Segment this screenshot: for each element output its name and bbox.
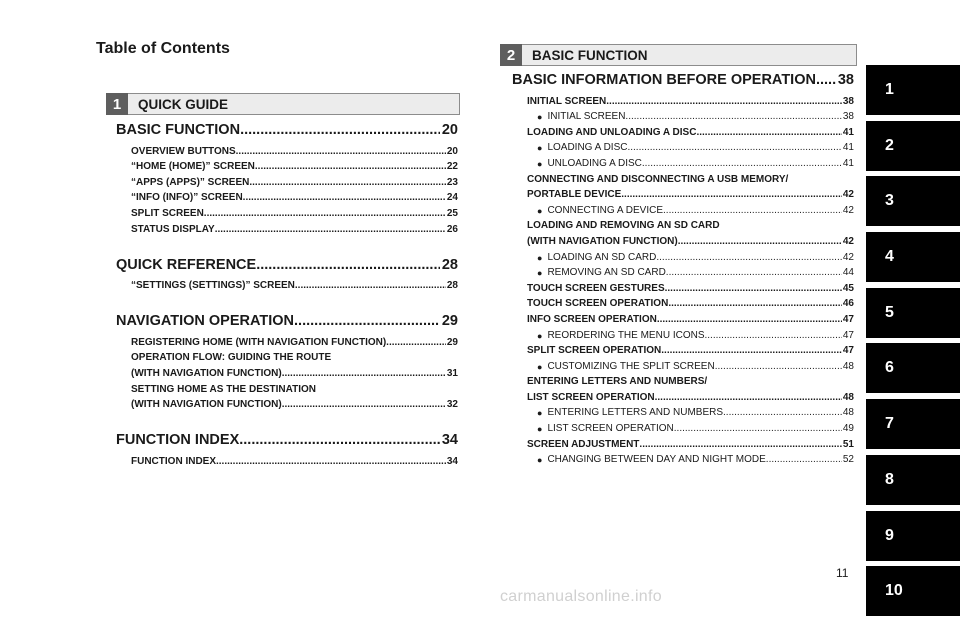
toc-entry-link[interactable]	[131, 188, 458, 204]
section-number: 2	[500, 44, 522, 66]
toc-entry-link[interactable]	[131, 172, 458, 188]
chapter-tab-9[interactable]: 9	[866, 511, 960, 561]
leader-dots	[282, 368, 446, 379]
leader-dots	[243, 192, 446, 203]
section-header-basic-function	[500, 44, 857, 66]
toc-entry-list	[116, 451, 458, 467]
chapter-tab-3[interactable]: 3	[866, 176, 960, 226]
leader-dots	[255, 161, 446, 172]
leader-dots	[216, 456, 446, 467]
entry-label: LOADING AND REMOVING AN SD CARD	[527, 220, 720, 232]
entry-page: 51	[842, 438, 854, 450]
entry-label: ENTERING LETTERS AND NUMBERS	[547, 407, 724, 419]
toc-subentry-link[interactable]	[527, 263, 854, 279]
toc-entry-link[interactable]	[131, 379, 458, 395]
section-label: BASIC FUNCTION	[532, 47, 648, 63]
toc-entry-link[interactable]	[131, 395, 458, 411]
entry-label: LIST SCREEN OPERATION	[547, 423, 674, 435]
page-number: 11	[836, 566, 849, 580]
entry-label: CONNECTING AND DISCONNECTING A USB MEMORY/	[527, 173, 789, 185]
entry-page: 41	[842, 142, 854, 154]
toc-entry-link[interactable]	[131, 157, 458, 173]
page-title: Table of Contents	[96, 40, 230, 57]
toc-entry-link[interactable]	[131, 276, 458, 292]
leader-dots	[239, 432, 440, 448]
toc-chapter-link[interactable]	[116, 255, 458, 273]
leader-dots	[715, 361, 842, 372]
leader-dots	[625, 111, 841, 122]
leader-dots	[668, 298, 842, 309]
toc-entry-link[interactable]	[527, 216, 854, 232]
leader-dots	[665, 283, 842, 294]
entry-page: 38	[842, 95, 854, 107]
entry-page: 32	[446, 399, 458, 411]
bullet-icon: ●	[537, 158, 543, 169]
entry-page: 46	[842, 298, 854, 310]
entry-page: 49	[842, 423, 854, 435]
entry-page: 34	[446, 455, 458, 467]
leader-dots	[240, 122, 440, 138]
leader-dots	[256, 257, 440, 273]
toc-subentry-link[interactable]	[527, 107, 854, 123]
toc-subentry-link[interactable]	[527, 138, 854, 154]
toc-entry-link[interactable]	[527, 185, 854, 201]
chapter-tab-8[interactable]: 8	[866, 455, 960, 505]
leader-dots	[204, 208, 446, 219]
chapter-page: 28	[441, 256, 458, 273]
toc-entry-link[interactable]	[131, 363, 458, 379]
entry-label: ENTERING LETTERS AND NUMBERS/	[527, 376, 708, 388]
entry-label: (WITH NAVIGATION FUNCTION)	[527, 235, 678, 247]
entry-label: SPLIT SCREEN	[131, 207, 204, 219]
chapter-tab-2[interactable]: 2	[866, 121, 960, 171]
leader-dots	[766, 454, 842, 465]
toc-entry-link[interactable]	[527, 169, 854, 185]
toc-entry-list	[116, 276, 458, 292]
bullet-icon: ●	[537, 252, 543, 263]
entry-page: 28	[446, 280, 458, 292]
chapter-tabs	[866, 65, 960, 622]
leader-dots	[621, 189, 842, 200]
leader-dots	[282, 399, 446, 410]
entry-label: INITIAL SCREEN	[527, 95, 607, 107]
leader-dots	[639, 439, 841, 450]
leader-dots	[642, 158, 842, 169]
chapter-title: QUICK REFERENCE	[116, 256, 257, 273]
chapter-page: 38	[837, 72, 854, 88]
entry-page: 47	[842, 329, 854, 341]
entry-label: “INFO (INFO)” SCREEN	[131, 192, 243, 204]
toc-entry-link[interactable]	[527, 294, 854, 310]
leader-dots	[294, 313, 440, 329]
toc-entry-link[interactable]	[527, 231, 854, 247]
entry-label: LOADING AN SD CARD	[547, 251, 657, 263]
entry-page: 41	[842, 157, 854, 169]
section-number: 1	[106, 93, 128, 115]
chapter-title: BASIC FUNCTION	[116, 122, 241, 138]
toc-subentry-link[interactable]	[527, 450, 854, 466]
section-header-quick-guide	[106, 93, 460, 115]
toc-quick-guide	[116, 120, 458, 467]
toc-subentry-link[interactable]	[527, 325, 854, 341]
entry-label: (WITH NAVIGATION FUNCTION)	[131, 367, 282, 379]
entry-label: SETTING HOME AS THE DESTINATION	[131, 383, 317, 395]
entry-label: REMOVING AN SD CARD	[547, 267, 666, 279]
leader-dots	[655, 392, 842, 403]
entry-label: TOUCH SCREEN OPERATION	[527, 298, 669, 310]
entry-page: 41	[842, 126, 854, 138]
entry-page: 48	[842, 360, 854, 372]
toc-entry-list	[116, 332, 458, 410]
entry-label: CUSTOMIZING THE SPLIT SCREEN	[547, 360, 715, 372]
toc-subentry-link[interactable]	[527, 356, 854, 372]
leader-dots	[666, 267, 842, 278]
toc-entry-link[interactable]	[527, 434, 854, 450]
entry-label: SPLIT SCREEN OPERATION	[527, 345, 662, 357]
entry-page: 29	[446, 336, 458, 348]
chapter-tab-4[interactable]: 4	[866, 232, 960, 282]
toc-subentry-link[interactable]	[527, 247, 854, 263]
entry-page: 25	[446, 207, 458, 219]
entry-page: 42	[842, 204, 854, 216]
entry-page: 42	[842, 189, 854, 201]
bullet-icon: ●	[537, 424, 543, 435]
chapter-tab-1[interactable]: 1	[866, 65, 960, 115]
toc-entry-link[interactable]	[131, 451, 458, 467]
entry-label: REGISTERING HOME (WITH NAVIGATION FUNCTION)	[131, 336, 387, 348]
toc-entry-link[interactable]	[131, 332, 458, 348]
chapter-title: FUNCTION INDEX	[116, 432, 240, 449]
toc-entry-link[interactable]	[131, 348, 458, 364]
chapter-title: NAVIGATION OPERATION	[116, 313, 295, 330]
toc-entry-link[interactable]	[527, 309, 854, 325]
toc-entry-link[interactable]	[527, 91, 854, 107]
leader-dots	[723, 407, 842, 418]
toc-entry-list	[512, 91, 854, 465]
leader-dots	[705, 330, 842, 341]
chapter-page: 29	[441, 313, 458, 330]
toc-entry-list	[116, 141, 458, 235]
entry-label: INFO SCREEN OPERATION	[527, 313, 657, 325]
entry-label: INITIAL SCREEN	[547, 111, 626, 123]
entry-label: UNLOADING A DISC	[547, 157, 642, 169]
bullet-icon: ●	[537, 330, 543, 341]
entry-page: 23	[446, 176, 458, 188]
entry-label: “APPS (APPS)” SCREEN	[131, 176, 250, 188]
leader-dots	[696, 127, 841, 138]
leader-dots	[656, 252, 842, 263]
chapter-tab-7[interactable]: 7	[866, 399, 960, 449]
toc-entry-link[interactable]	[527, 278, 854, 294]
bullet-icon: ●	[537, 361, 543, 372]
section-label: QUICK GUIDE	[138, 96, 229, 112]
leader-dots	[657, 314, 842, 325]
entry-page: 48	[842, 407, 854, 419]
leader-dots	[606, 96, 842, 107]
entry-label: OPERATION FLOW: GUIDING THE ROUTE	[131, 352, 332, 364]
entry-page: 47	[842, 313, 854, 325]
toc-subentry-link[interactable]	[527, 403, 854, 419]
leader-dots	[236, 146, 446, 157]
leader-dots	[663, 205, 842, 216]
watermark: carmanualsonline.info	[500, 588, 662, 605]
leader-dots	[215, 224, 446, 235]
leader-dots	[386, 337, 446, 348]
toc-chapter-link[interactable]	[116, 430, 458, 448]
chapter-title: BASIC INFORMATION BEFORE OPERATION	[512, 72, 816, 88]
leader-dots	[295, 280, 446, 291]
entry-label: CHANGING BETWEEN DAY AND NIGHT MODE	[547, 454, 766, 466]
entry-page: 38	[842, 111, 854, 123]
leader-dots	[661, 345, 842, 356]
bullet-icon: ●	[537, 268, 543, 279]
entry-page: 42	[842, 251, 854, 263]
entry-label: LIST SCREEN OPERATION	[527, 391, 655, 403]
entry-label: PORTABLE DEVICE	[527, 189, 622, 201]
toc-entry-link[interactable]	[527, 122, 854, 138]
toc-entry-link[interactable]	[527, 387, 854, 403]
entry-label: STATUS DISPLAY	[131, 223, 215, 235]
entry-label: (WITH NAVIGATION FUNCTION)	[131, 399, 282, 411]
leader-dots	[627, 142, 841, 153]
entry-page: 52	[842, 454, 854, 466]
entry-label: REORDERING THE MENU ICONS	[547, 329, 705, 341]
entry-label: LOADING A DISC	[547, 142, 628, 154]
toc-chapter-link[interactable]	[512, 70, 854, 88]
entry-page: 26	[446, 223, 458, 235]
toc-entry-link[interactable]	[527, 372, 854, 388]
entry-page: 44	[842, 267, 854, 279]
entry-page: 24	[446, 192, 458, 204]
entry-label: “SETTINGS (SETTINGS)” SCREEN	[131, 280, 295, 292]
toc-entry-link[interactable]	[131, 203, 458, 219]
toc-subentry-link[interactable]	[527, 418, 854, 434]
toc-chapter-link[interactable]	[116, 120, 458, 138]
bullet-icon: ●	[537, 455, 543, 466]
bullet-icon: ●	[537, 205, 543, 216]
entry-page: 42	[842, 235, 854, 247]
entry-label: “HOME (HOME)” SCREEN	[131, 161, 255, 173]
entry-page: 47	[842, 345, 854, 357]
leader-dots	[674, 423, 842, 434]
entry-label: CONNECTING A DEVICE	[547, 204, 664, 216]
entry-page: 45	[842, 282, 854, 294]
entry-label: TOUCH SCREEN GESTURES	[527, 282, 665, 294]
entry-label: LOADING AND UNLOADING A DISC	[527, 126, 697, 138]
entry-page: 20	[446, 145, 458, 157]
leader-dots	[816, 72, 836, 88]
entry-label: SCREEN ADJUSTMENT	[527, 438, 640, 450]
entry-label: FUNCTION INDEX	[131, 455, 216, 467]
toc-subentry-link[interactable]	[527, 200, 854, 216]
chapter-page: 34	[441, 432, 458, 449]
bullet-icon: ●	[537, 112, 543, 123]
toc-subentry-link[interactable]	[527, 153, 854, 169]
chapter-tab-6[interactable]: 6	[866, 343, 960, 393]
leader-dots	[249, 177, 446, 188]
toc-entry-link[interactable]	[131, 219, 458, 235]
bullet-icon: ●	[537, 143, 543, 154]
toc-chapter-link[interactable]	[116, 311, 458, 329]
toc-entry-link[interactable]	[131, 141, 458, 157]
entry-page: 48	[842, 391, 854, 403]
entry-page: 22	[446, 161, 458, 173]
toc-basic-function	[512, 70, 854, 465]
chapter-tab-5[interactable]: 5	[866, 288, 960, 338]
toc-entry-link[interactable]	[527, 341, 854, 357]
leader-dots	[678, 236, 842, 247]
chapter-page: 20	[441, 122, 458, 138]
entry-label: OVERVIEW BUTTONS	[131, 145, 236, 157]
bullet-icon: ●	[537, 408, 543, 419]
entry-page: 31	[446, 367, 458, 379]
chapter-tab-10[interactable]: 10	[866, 566, 960, 616]
